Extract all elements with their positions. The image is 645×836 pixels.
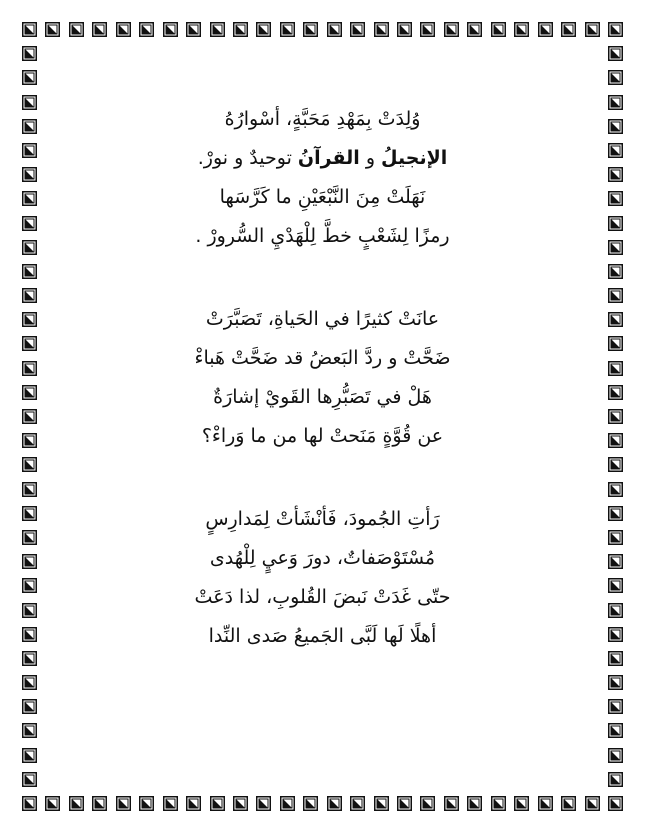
ornament-icon (303, 796, 318, 811)
border-left (22, 22, 37, 811)
ornament-icon (22, 457, 37, 472)
ornament-icon (514, 796, 529, 811)
ornament-icon (163, 22, 178, 37)
ornament-icon (397, 796, 412, 811)
ornament-icon (538, 22, 553, 37)
ornament-icon (22, 312, 37, 327)
ornament-icon (350, 22, 365, 37)
ornament-icon (22, 772, 37, 787)
ornament-icon (327, 796, 342, 811)
ornament-icon (608, 748, 623, 763)
ornament-icon (608, 216, 623, 231)
ornament-icon (22, 603, 37, 618)
ornament-icon (350, 796, 365, 811)
ornament-icon (397, 22, 412, 37)
ornament-icon (22, 46, 37, 61)
ornament-icon (467, 22, 482, 37)
ornament-icon (561, 796, 576, 811)
ornament-icon (22, 95, 37, 110)
poem-line: نَهَلَتْ مِنَ النَّبْعَيْنِ ما كَرَّسَها (219, 186, 426, 208)
ornament-icon (467, 796, 482, 811)
ornament-icon (22, 506, 37, 521)
ornament-icon (210, 22, 225, 37)
poem-line (60, 139, 585, 178)
ornament-icon (585, 796, 600, 811)
ornament-icon (22, 554, 37, 569)
ornament-icon (514, 22, 529, 37)
ornament-icon (280, 22, 295, 37)
ornament-icon (22, 385, 37, 400)
ornament-icon (22, 216, 37, 231)
ornament-icon (327, 22, 342, 37)
ornament-icon (561, 22, 576, 37)
ornament-icon (22, 143, 37, 158)
ornament-icon (608, 46, 623, 61)
ornament-icon (280, 796, 295, 811)
bold-word: الإنجيلُ (381, 147, 448, 169)
ornament-icon (608, 433, 623, 448)
ornament-icon (303, 22, 318, 37)
ornament-icon (210, 796, 225, 811)
ornament-icon (22, 627, 37, 642)
poem-line: حتّى غَدَتْ نَبضَ القُلوبِ، لذا دَعَتْ (194, 586, 451, 608)
border-right (608, 22, 623, 811)
ornament-icon (374, 796, 389, 811)
ornament-icon (139, 22, 154, 37)
ornament-icon (608, 675, 623, 690)
stanza-1 (60, 100, 585, 256)
ornament-icon (22, 240, 37, 255)
ornament-icon (22, 482, 37, 497)
stanza-2 (60, 300, 585, 456)
ornament-icon (420, 796, 435, 811)
ornament-icon (256, 22, 271, 37)
ornament-icon (608, 457, 623, 472)
ornament-icon (22, 796, 37, 811)
ornament-icon (608, 361, 623, 376)
ornament-icon (608, 554, 623, 569)
stanza-3 (60, 500, 585, 656)
ornament-icon (608, 312, 623, 327)
ornament-icon (585, 22, 600, 37)
ornament-icon (608, 772, 623, 787)
ornament-icon (186, 796, 201, 811)
ornament-icon (374, 22, 389, 37)
ornament-icon (608, 191, 623, 206)
line-text: و (359, 147, 382, 169)
ornament-icon (444, 796, 459, 811)
ornament-icon (92, 796, 107, 811)
poem-line: عن قُوَّةٍ مَنَحتْ لها من ما وَراءْ؟ (201, 425, 444, 447)
ornament-icon (22, 578, 37, 593)
ornament-icon (22, 699, 37, 714)
poem-line: عانَتْ كثيرًا في الحَياةِ، تَصَبَّرَتْ (205, 308, 440, 330)
ornament-icon (608, 409, 623, 424)
ornament-icon (22, 336, 37, 351)
ornament-icon (22, 167, 37, 182)
ornament-icon (22, 748, 37, 763)
ornament-icon (22, 530, 37, 545)
ornament-icon (420, 22, 435, 37)
border-bottom (22, 796, 623, 811)
ornament-icon (608, 288, 623, 303)
ornament-icon (491, 22, 506, 37)
ornament-icon (22, 22, 37, 37)
ornament-icon (233, 796, 248, 811)
ornament-icon (22, 119, 37, 134)
poem-line: مُسْتَوْصَفاتٌ، دورَ وَعيٍ لِلْهُدى (209, 547, 436, 569)
ornament-icon (22, 191, 37, 206)
ornament-icon (186, 22, 201, 37)
ornament-icon (45, 22, 60, 37)
bold-word: القرآنُ (297, 147, 360, 169)
ornament-icon (22, 70, 37, 85)
poem-page (60, 100, 585, 700)
ornament-icon (608, 482, 623, 497)
ornament-icon (608, 143, 623, 158)
ornament-icon (608, 530, 623, 545)
ornament-icon (608, 264, 623, 279)
ornament-icon (608, 240, 623, 255)
ornament-icon (69, 22, 84, 37)
ornament-icon (608, 796, 623, 811)
ornament-icon (491, 796, 506, 811)
ornament-icon (139, 796, 154, 811)
ornament-icon (92, 22, 107, 37)
ornament-icon (608, 95, 623, 110)
ornament-icon (116, 796, 131, 811)
poem-line: أهلًا لَها لَبَّى الجَميعُ صَدى النِّدا (208, 625, 437, 647)
ornament-icon (69, 796, 84, 811)
line-text: توحيدٌ و نورْ. (197, 147, 298, 169)
ornament-icon (608, 506, 623, 521)
ornament-icon (608, 627, 623, 642)
ornament-icon (608, 167, 623, 182)
ornament-icon (608, 336, 623, 351)
poem-line: وُلِدَتْ بِمَهْدِ مَحَبَّةٍ، أسْوارُهُ (224, 108, 421, 130)
ornament-icon (608, 578, 623, 593)
ornament-icon (608, 651, 623, 666)
border-top (22, 22, 623, 37)
ornament-icon (22, 651, 37, 666)
ornament-icon (608, 699, 623, 714)
poem-line: رَأتِ الجُمودَ، فَأنْشَأتْ لِمَدارِسٍ (205, 508, 440, 530)
ornament-icon (444, 22, 459, 37)
ornament-icon (22, 433, 37, 448)
ornament-icon (116, 22, 131, 37)
ornament-icon (608, 22, 623, 37)
poem-line: رمزًا لِشَعْبٍ خطَّ لِلْهَدْيِ السُّرورْ . (195, 225, 450, 247)
ornament-icon (538, 796, 553, 811)
ornament-icon (233, 22, 248, 37)
ornament-icon (22, 675, 37, 690)
ornament-icon (608, 603, 623, 618)
ornament-icon (45, 796, 60, 811)
ornament-icon (22, 723, 37, 738)
poem-line: ضَحَّتْ و ردَّ البَعضُ قد ضَحَّتْ هَباءْ (194, 347, 451, 369)
ornament-icon (608, 723, 623, 738)
ornament-icon (22, 288, 37, 303)
ornament-icon (22, 264, 37, 279)
ornament-icon (22, 409, 37, 424)
poem-line: هَلْ في تَصَبُّرِها القَويْ إشارَةٌ (213, 386, 432, 408)
ornament-icon (608, 119, 623, 134)
ornament-icon (608, 385, 623, 400)
ornament-icon (608, 70, 623, 85)
ornament-icon (163, 796, 178, 811)
ornament-icon (22, 361, 37, 376)
ornament-icon (256, 796, 271, 811)
